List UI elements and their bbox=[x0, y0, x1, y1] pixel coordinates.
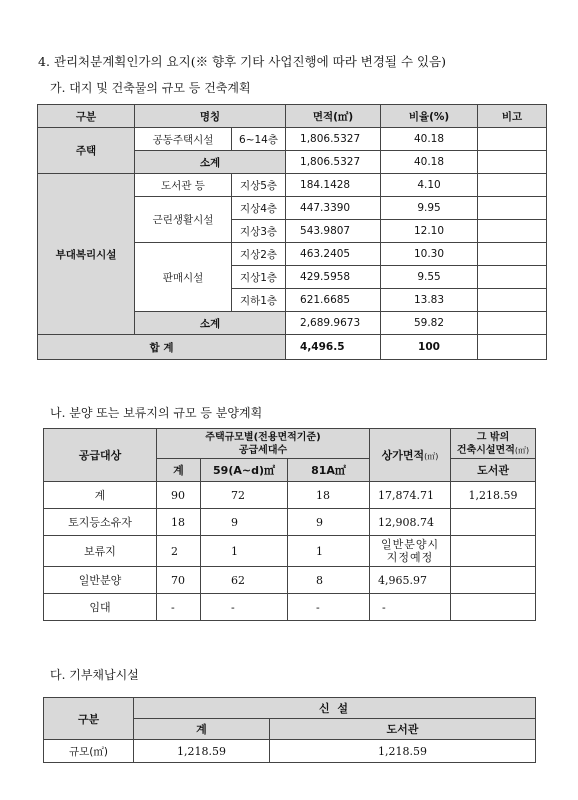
header-sum: 계 bbox=[157, 459, 201, 482]
header-note: 비고 bbox=[478, 105, 547, 128]
cell-81: 18 bbox=[288, 482, 370, 509]
housing-subtotal-label: 소계 bbox=[135, 151, 286, 174]
cell-shop: 일반분양시 지정예정 bbox=[370, 536, 451, 567]
cell-floor: 6~14층 bbox=[232, 128, 286, 151]
cell-note bbox=[478, 128, 547, 151]
cell-ratio: 40.18 bbox=[381, 128, 478, 151]
welfare-label: 부대복리시설 bbox=[38, 174, 135, 335]
header-other bbox=[451, 429, 536, 459]
table-row bbox=[44, 536, 536, 567]
donation-table bbox=[43, 697, 536, 763]
header-housing bbox=[157, 429, 370, 459]
header-library: 도서관 bbox=[270, 719, 536, 740]
cell-81: - bbox=[288, 594, 370, 621]
header-59: 59(A~d)㎡ bbox=[201, 459, 288, 482]
cell-note bbox=[478, 151, 547, 174]
cell-ratio: 12.10 bbox=[381, 220, 478, 243]
cell-note bbox=[478, 289, 547, 312]
cell-note bbox=[478, 243, 547, 266]
header-name: 명칭 bbox=[135, 105, 286, 128]
table-header-row bbox=[38, 105, 547, 128]
cell-81: 8 bbox=[288, 567, 370, 594]
section-a-heading: 가. 대지 및 건축물의 규모 등 건축계획 bbox=[50, 81, 251, 95]
cell-81: 9 bbox=[288, 509, 370, 536]
cell-area: 463.2405 bbox=[286, 243, 381, 266]
cell-ratio: 59.82 bbox=[381, 312, 478, 335]
header-new: 신 설 bbox=[134, 698, 536, 719]
section-c-heading: 다. 기부채납시설 bbox=[50, 668, 139, 682]
cell-area: 621.6685 bbox=[286, 289, 381, 312]
cell-library: 1,218.59 bbox=[270, 740, 536, 763]
cell-area: 543.9807 bbox=[286, 220, 381, 243]
table-row bbox=[44, 567, 536, 594]
cell-note bbox=[478, 312, 547, 335]
total-row bbox=[38, 335, 547, 360]
header-sum: 계 bbox=[134, 719, 270, 740]
cell-shop: 17,874.71 bbox=[370, 482, 451, 509]
cell-sum: - bbox=[157, 594, 201, 621]
cell-library bbox=[451, 536, 536, 567]
cell-ratio: 40.18 bbox=[381, 151, 478, 174]
header-shop bbox=[370, 429, 451, 482]
row-label: 토지등소유자 bbox=[44, 509, 157, 536]
cell-area: 1,806.5327 bbox=[286, 128, 381, 151]
table-row bbox=[44, 509, 536, 536]
table-row bbox=[38, 128, 547, 151]
cell-sum: 70 bbox=[157, 567, 201, 594]
cell-area: 447.3390 bbox=[286, 197, 381, 220]
cell-floor: 지상3층 bbox=[232, 220, 286, 243]
cell-note bbox=[478, 174, 547, 197]
cell-floor: 지하1층 bbox=[232, 289, 286, 312]
header-shop-unit: (㎡) bbox=[424, 452, 439, 461]
cell-note bbox=[478, 197, 547, 220]
row-label: 규모(㎡) bbox=[44, 740, 134, 763]
cell-shop: - bbox=[370, 594, 451, 621]
cell-note bbox=[478, 266, 547, 289]
cell-library bbox=[451, 567, 536, 594]
cell-floor: 지상5층 bbox=[232, 174, 286, 197]
cell-sum: 2 bbox=[157, 536, 201, 567]
header-category: 구분 bbox=[44, 698, 134, 740]
cell-59: 72 bbox=[201, 482, 288, 509]
row-label: 일반분양 bbox=[44, 567, 157, 594]
cell-59: 9 bbox=[201, 509, 288, 536]
header-other-line1: 그 밖의 bbox=[476, 431, 510, 443]
section-4-heading: 4. 관리처분계획인가의 요지(※ 향후 기타 사업진행에 따라 변경될 수 있음) bbox=[38, 54, 447, 69]
header-other-line2-wrap bbox=[451, 444, 535, 457]
header-category: 구분 bbox=[38, 105, 135, 128]
header-shop-label: 상가면적 bbox=[381, 449, 425, 462]
table-row bbox=[38, 174, 547, 197]
row-label: 임대 bbox=[44, 594, 157, 621]
cell-ratio: 4.10 bbox=[381, 174, 478, 197]
header-housing-line1: 주택규모별(전용면적기준) bbox=[205, 431, 321, 443]
cell-library: 1,218.59 bbox=[451, 482, 536, 509]
cell-shop: 4,965.97 bbox=[370, 567, 451, 594]
header-row-1 bbox=[44, 698, 536, 719]
header-area: 면적(㎡) bbox=[286, 105, 381, 128]
cell-ratio: 10.30 bbox=[381, 243, 478, 266]
header-other-unit: (㎡) bbox=[514, 445, 530, 455]
header-row-1 bbox=[44, 429, 536, 459]
section-b-heading: 나. 분양 또는 보류지의 규모 등 분양계획 bbox=[50, 406, 263, 420]
cell-group: 판매시설 bbox=[135, 243, 232, 312]
header-target: 공급대상 bbox=[44, 429, 157, 482]
table-row bbox=[44, 740, 536, 763]
cell-sum: 90 bbox=[157, 482, 201, 509]
total-label: 합 계 bbox=[38, 335, 286, 360]
cell-sum: 1,218.59 bbox=[134, 740, 270, 763]
cell-note bbox=[478, 220, 547, 243]
header-housing-line2: 공급세대수 bbox=[238, 444, 288, 456]
table-row bbox=[44, 482, 536, 509]
total-ratio: 100 bbox=[381, 335, 478, 360]
cell-ratio: 13.83 bbox=[381, 289, 478, 312]
cell-area: 184.1428 bbox=[286, 174, 381, 197]
table-row bbox=[44, 594, 536, 621]
cell-note bbox=[478, 335, 547, 360]
cell-area: 1,806.5327 bbox=[286, 151, 381, 174]
cell-59: - bbox=[201, 594, 288, 621]
cell-floor: 지상4층 bbox=[232, 197, 286, 220]
cell-library bbox=[451, 594, 536, 621]
row-label: 보류지 bbox=[44, 536, 157, 567]
header-ratio: 비율(%) bbox=[381, 105, 478, 128]
header-other-line2: 건축시설면적 bbox=[456, 444, 515, 456]
header-81: 81A㎡ bbox=[288, 459, 370, 482]
row-label: 계 bbox=[44, 482, 157, 509]
sales-plan-table bbox=[43, 428, 536, 621]
welfare-subtotal-label: 소계 bbox=[135, 312, 286, 335]
cell-59: 1 bbox=[201, 536, 288, 567]
cell-area: 429.5958 bbox=[286, 266, 381, 289]
cell-81: 1 bbox=[288, 536, 370, 567]
cell-shop: 12,908.74 bbox=[370, 509, 451, 536]
cell-library bbox=[451, 509, 536, 536]
cell-ratio: 9.95 bbox=[381, 197, 478, 220]
cell-ratio: 9.55 bbox=[381, 266, 478, 289]
cell-group: 근린생활시설 bbox=[135, 197, 232, 243]
header-library: 도서관 bbox=[451, 459, 536, 482]
cell-group: 도서관 등 bbox=[135, 174, 232, 197]
building-plan-table bbox=[37, 104, 547, 360]
cell-floor: 지상1층 bbox=[232, 266, 286, 289]
cell-name: 공동주택시설 bbox=[135, 128, 232, 151]
cell-floor: 지상2층 bbox=[232, 243, 286, 266]
cell-sum: 18 bbox=[157, 509, 201, 536]
cell-59: 62 bbox=[201, 567, 288, 594]
total-area: 4,496.5 bbox=[286, 335, 381, 360]
housing-label: 주택 bbox=[38, 128, 135, 174]
cell-area: 2,689.9673 bbox=[286, 312, 381, 335]
